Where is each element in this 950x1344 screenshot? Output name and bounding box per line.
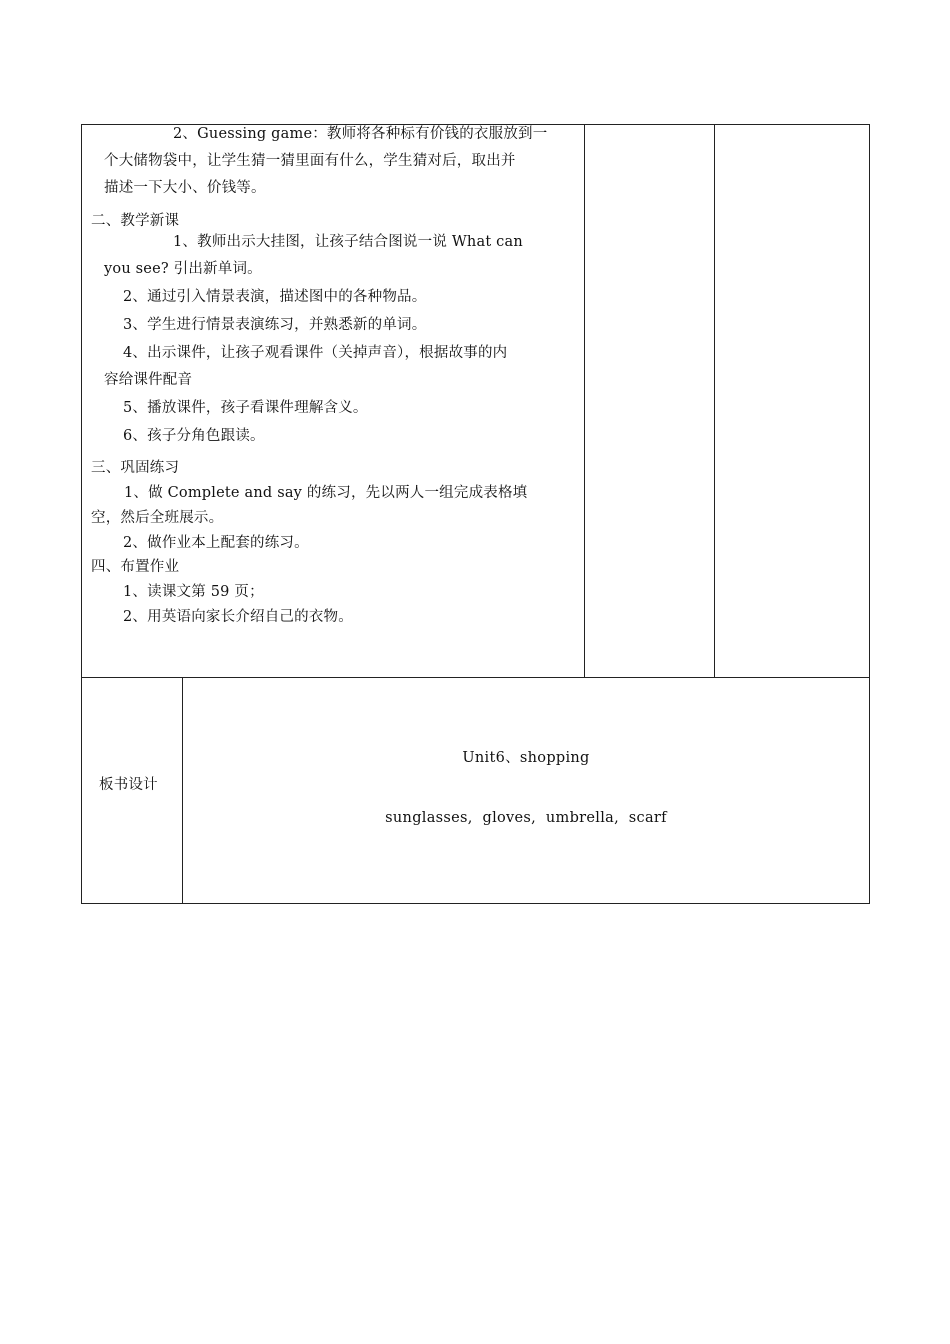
section-heading: 四、布置作业 [91,559,180,575]
lesson-line: 描述一下大小、价钱等。 [104,180,266,196]
lesson-line: 容给课件配音 [104,372,193,388]
lesson-line: 4、出示课件，让孩子观看课件（关掉声音），根据故事的内 [123,345,508,361]
table-bottom-border [81,903,870,904]
lesson-line: 6、孩子分角色跟读。 [123,428,265,444]
lesson-line: 1、做 Complete and say 的练习，先以两人一组完成表格填 [124,485,528,501]
table-left-border [81,124,82,904]
board-design-title: Unit6、shopping [462,750,590,766]
section-heading: 二、教学新课 [91,213,180,229]
lesson-line: 1、教师出示大挂图，让孩子结合图说一说 What can [173,234,523,250]
table-right-border [869,124,870,904]
board-label-divider [182,677,183,904]
lesson-line: 1、读课文第 59 页； [123,584,264,600]
lesson-line: 3、学生进行情景表演练习，并熟悉新的单词。 [123,317,427,333]
lesson-line: 2、用英语向家长介绍自己的衣物。 [123,609,353,625]
notes-cell-2 [715,125,869,677]
lesson-line: 2、通过引入情景表演，描述图中的各种物品。 [123,289,427,305]
lesson-line: you see? 引出新单词。 [104,261,262,277]
board-design-label: 板书设计 [99,777,158,793]
lesson-line: 2、做作业本上配套的练习。 [123,535,309,551]
board-design-vocab: sunglasses, gloves, umbrella, scarf [385,810,667,826]
lesson-line: 2、Guessing game：教师将各种标有价钱的衣服放到一 [173,126,548,142]
lesson-line: 个大储物袋中，让学生猜一猜里面有什么，学生猜对后，取出并 [104,153,516,169]
section-heading: 三、巩固练习 [91,460,180,476]
lesson-line: 5、播放课件，孩子看课件理解含义。 [123,400,368,416]
notes-cell-1 [585,125,714,677]
lesson-line: 空，然后全班展示。 [91,510,224,526]
table-row-divider [81,677,870,678]
